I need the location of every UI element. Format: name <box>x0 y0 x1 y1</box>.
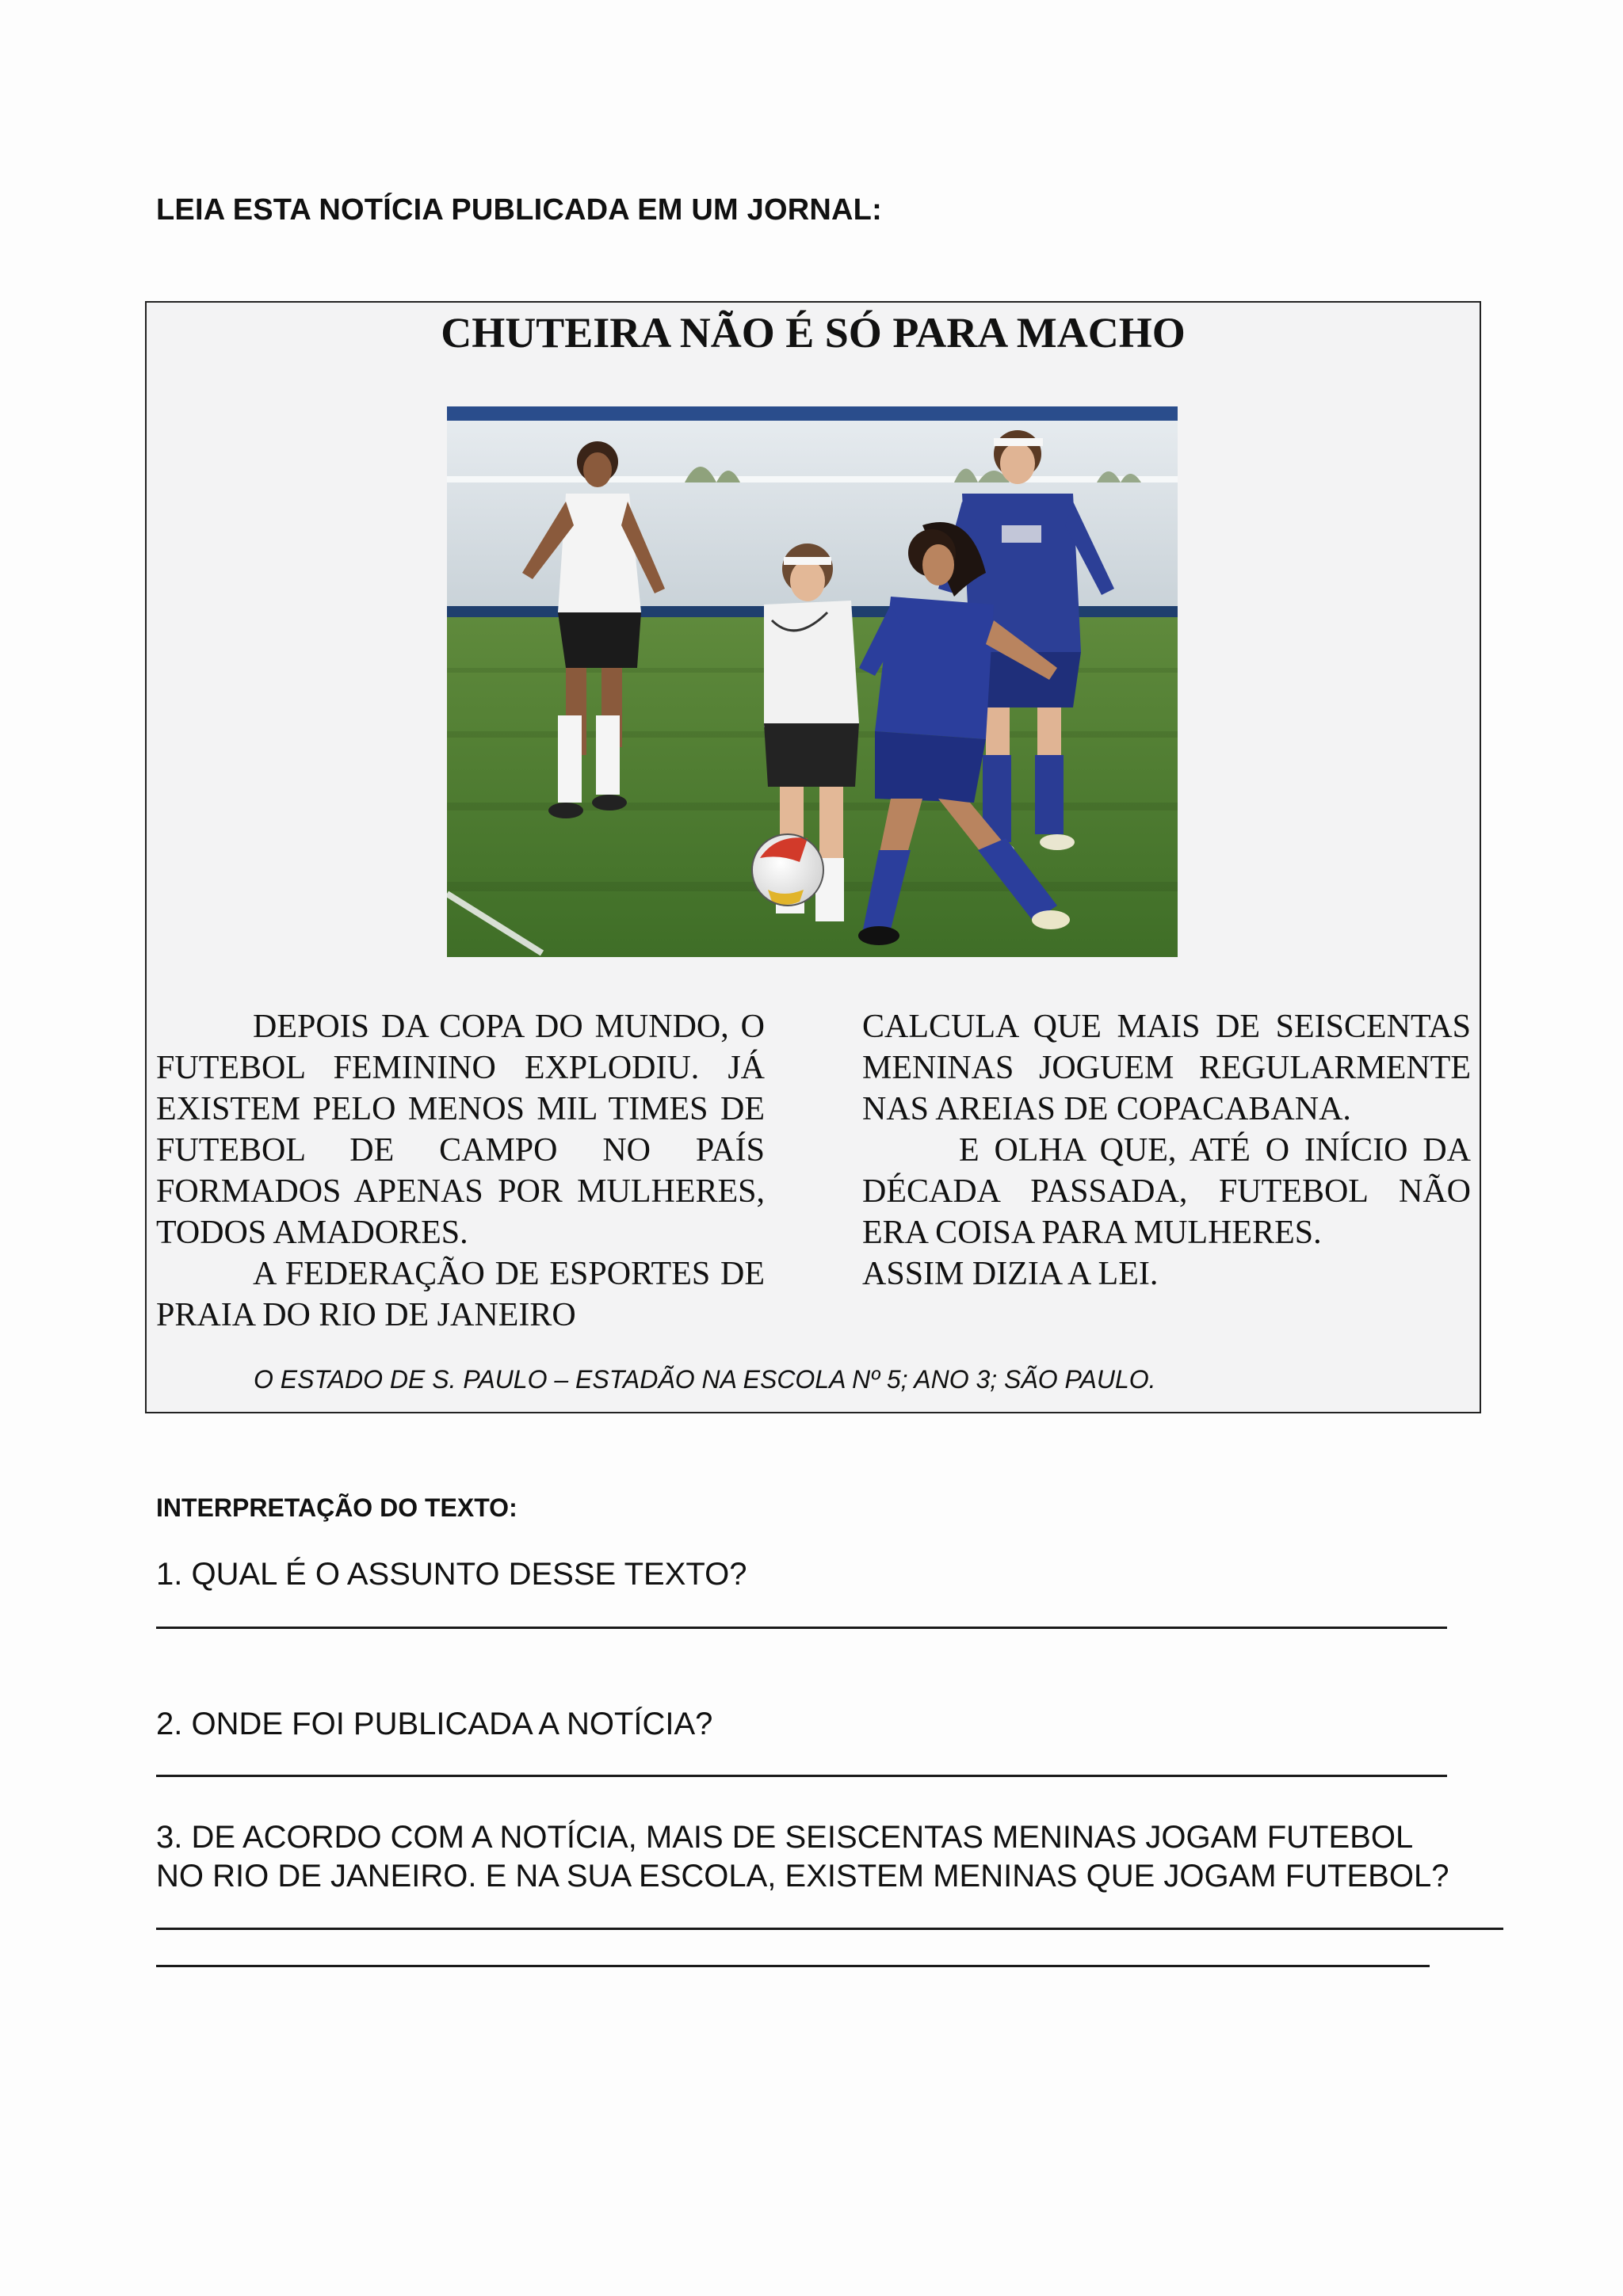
article-right-column <box>862 1006 1471 1295</box>
article-paragraph: ASSIM DIZIA A LEI. <box>862 1256 1159 1292</box>
article-paragraph: A FEDERAÇÃO DE ESPORTES DE PRAIA DO RIO DE JANEIRO <box>156 1256 765 1333</box>
article-paragraph: DEPOIS DA COPA DO MUNDO, O FUTEBOL FEMININO EXPLODIU. JÁ EXISTEM PELO MENOS MIL TIMES DE FUTEBOL DE CAMPO NO PAÍS FORMADOS APENAS POR MULHERES, TODOS AMADORES. <box>156 1009 765 1251</box>
answer-line-3b[interactable] <box>156 1965 1430 1967</box>
question-3-line-1: 3. DE ACORDO COM A NOTÍCIA, MAIS DE SEISCENTAS MENINAS JOGAM FUTEBOL <box>156 1820 1414 1855</box>
news-source: O ESTADO DE S. PAULO – ESTADÃO NA ESCOLA Nº 5; ANO 3; SÃO PAULO. <box>254 1365 1156 1394</box>
answer-line-2[interactable] <box>156 1775 1447 1777</box>
question-3-line-2: NO RIO DE JANEIRO. E NA SUA ESCOLA, EXISTEM MENINAS QUE JOGAM FUTEBOL? <box>156 1859 1449 1894</box>
news-headline: CHUTEIRA NÃO É SÓ PARA MACHO <box>441 309 1186 357</box>
article-paragraph: CALCULA QUE MAIS DE SEISCENTAS MENINAS JOGUEM REGULARMENTE NAS AREIAS DE COPACABANA. <box>862 1009 1471 1127</box>
answer-line-3a[interactable] <box>156 1928 1503 1930</box>
answer-line-1[interactable] <box>156 1627 1447 1629</box>
article-left-column <box>156 1006 765 1336</box>
soccer-photo <box>447 406 1178 957</box>
article-paragraph: E OLHA QUE, ATÉ O INÍCIO DA DÉCADA PASSADA, FUTEBOL NÃO ERA COISA PARA MULHERES. <box>862 1132 1471 1251</box>
question-2: 2. ONDE FOI PUBLICADA A NOTÍCIA? <box>156 1707 713 1741</box>
question-1: 1. QUAL É O ASSUNTO DESSE TEXTO? <box>156 1557 747 1592</box>
section-title: INTERPRETAÇÃO DO TEXTO: <box>156 1493 517 1522</box>
intro-heading: LEIA ESTA NOTÍCIA PUBLICADA EM UM JORNAL: <box>156 193 882 227</box>
